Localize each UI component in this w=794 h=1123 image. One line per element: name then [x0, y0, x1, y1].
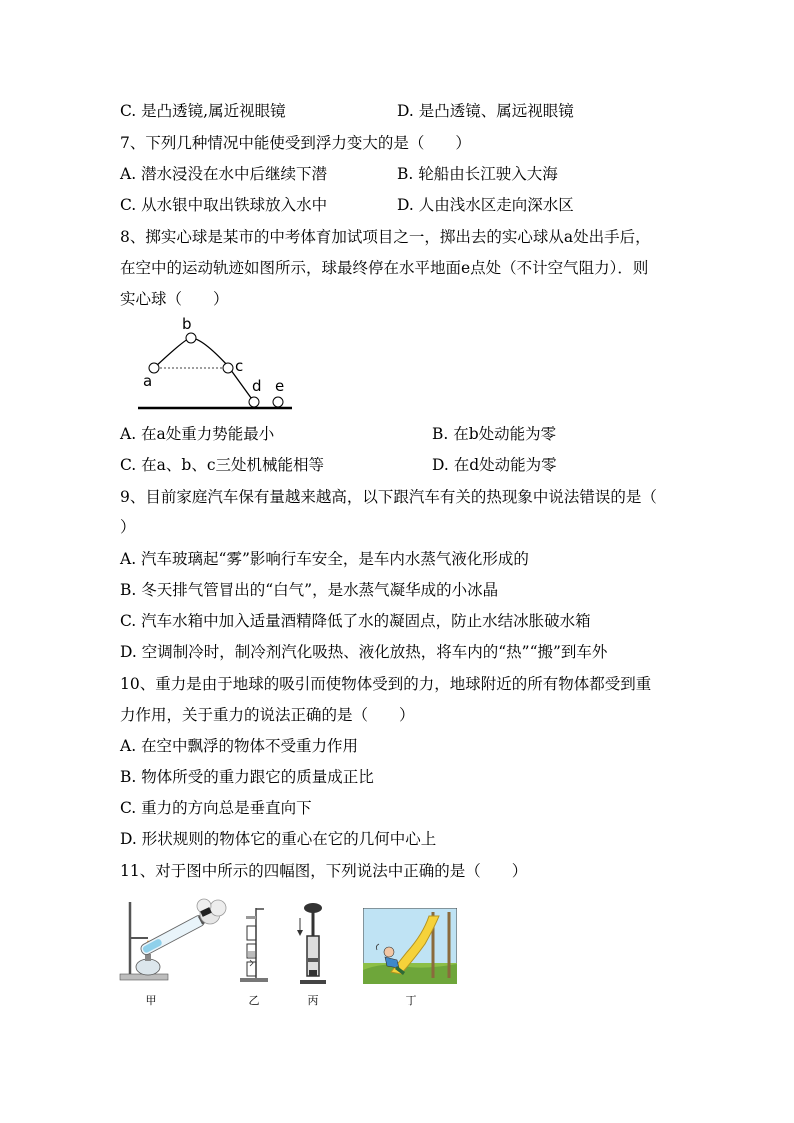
- stand-apparatus-figure: [236, 906, 272, 984]
- label-a: a: [143, 372, 153, 390]
- label-b: b: [182, 315, 192, 333]
- q11-stem: 11、对于图中所示的四幅图，下列说法中正确的是（ ）: [120, 862, 528, 880]
- caption-bing: 丙: [307, 994, 319, 1007]
- q8-option-a: A. 在a处重力势能最小: [120, 425, 275, 443]
- q8-stem-line1: 8、掷实心球是某市的中考体育加试项目之一，掷出去的实心球从a处出手后，: [120, 228, 651, 246]
- q9-stem-line1: 9、目前家庭汽车保有量越来越高，以下跟汽车有关的热现象中说法错误的是（: [120, 488, 657, 506]
- piston-cylinder-figure: [296, 900, 330, 986]
- caption-ding: 丁: [405, 994, 417, 1007]
- q7-stem: 7、下列几种情况中能使受到浮力变大的是（ ）: [120, 134, 471, 152]
- q8-stem-line2: 在空中的运动轨迹如图所示，球最终停在水平地面e点处（不计空气阻力）．则: [120, 259, 649, 277]
- trajectory-diagram: [130, 312, 300, 414]
- q6-option-c: C. 是凸透镜,属近视眼镜: [120, 102, 286, 120]
- label-c: c: [235, 357, 244, 375]
- test-tube-heating-figure: [118, 892, 228, 984]
- q7-option-c: C. 从水银中取出铁球放入水中: [120, 196, 328, 214]
- q10-option-d: D. 形状规则的物体它的重心在它的几何中心上: [120, 830, 437, 848]
- q9-stem-line2: ）: [120, 518, 136, 536]
- q7-option-b: B. 轮船由长江驶入大海: [397, 165, 558, 183]
- q8-option-c: C. 在a、b、c三处机械能相等: [120, 456, 325, 474]
- q9-option-b: B. 冬天排气管冒出的“白气”，是水蒸气凝华成的小冰晶: [120, 581, 499, 599]
- q8-stem-line3: 实心球（ ）: [120, 290, 229, 308]
- q9-option-d: D. 空调制冷时，制冷剂汽化吸热、液化放热，将车内的“热”“搬”到车外: [120, 643, 608, 661]
- q10-option-b: B. 物体所受的重力跟它的质量成正比: [120, 768, 374, 786]
- q10-stem-line1: 10、重力是由于地球的吸引而使物体受到的力，地球附近的所有物体都受到重: [120, 675, 652, 693]
- q7-option-a: A. 潜水浸没在水中后继续下潜: [120, 165, 328, 183]
- q7-option-d: D. 人由浅水区走向深水区: [397, 196, 574, 214]
- q6-option-d: D. 是凸透镜、属远视眼镜: [397, 102, 574, 120]
- label-e: e: [275, 377, 285, 395]
- q9-option-a: A. 汽车玻璃起“雾”影响行车安全，是车内水蒸气液化形成的: [120, 550, 529, 568]
- caption-jia: 甲: [145, 994, 157, 1007]
- q8-option-d: D. 在d处动能为零: [432, 456, 557, 474]
- q9-option-c: C. 汽车水箱中加入适量酒精降低了水的凝固点，防止水结冰胀破水箱: [120, 612, 591, 630]
- q8-option-b: B. 在b处动能为零: [432, 425, 557, 443]
- caption-yi: 乙: [248, 994, 260, 1007]
- slide-playground-figure: [363, 908, 457, 984]
- q10-option-c: C. 重力的方向总是垂直向下: [120, 799, 312, 817]
- q10-stem-line2: 力作用，关于重力的说法正确的是（ ）: [120, 706, 415, 724]
- q10-option-a: A. 在空中飘浮的物体不受重力作用: [120, 737, 359, 755]
- label-d: d: [252, 377, 262, 395]
